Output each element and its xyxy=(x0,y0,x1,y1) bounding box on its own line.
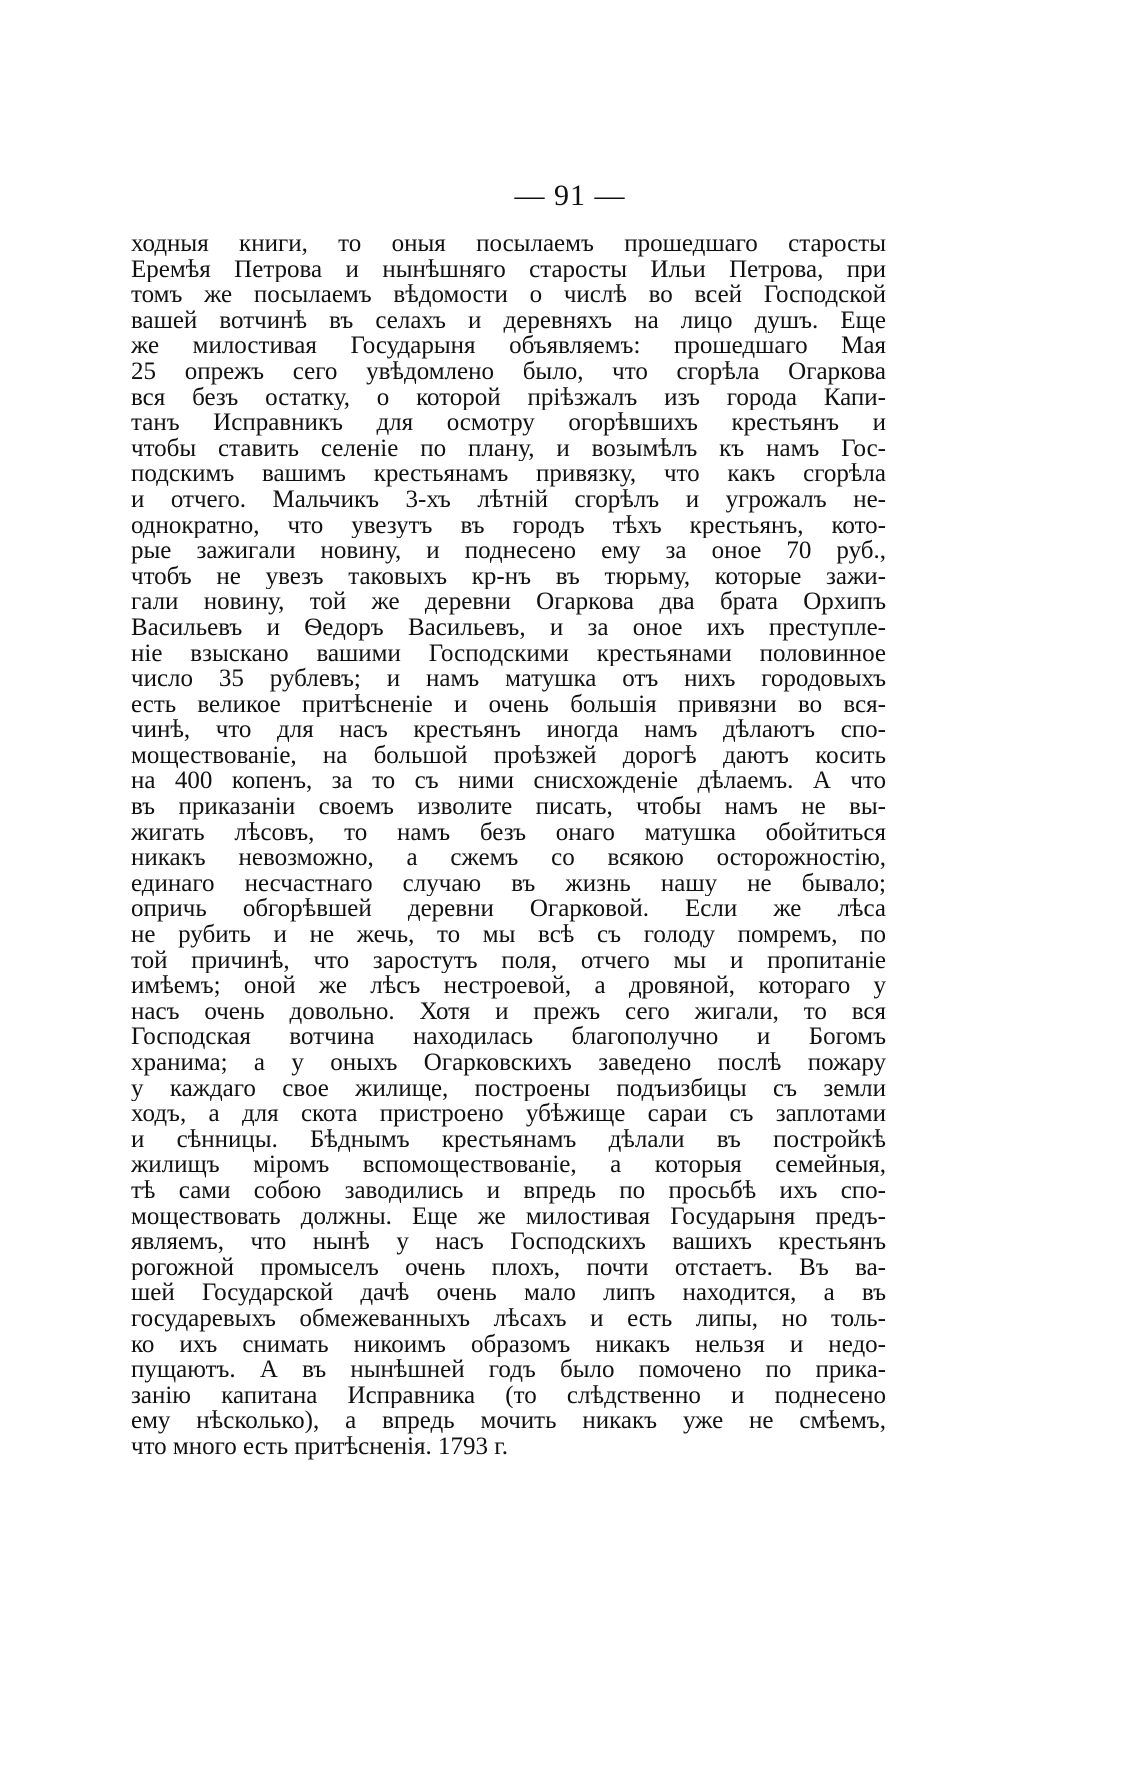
text-line: однократно, что увезутъ въ городъ тѣхъ крестьянъ, кото- xyxy=(131,512,886,539)
text-line: и сѣнницы. Бѣднымъ крестьянамъ дѣлали въ постройкѣ xyxy=(131,1126,886,1153)
text-line: танъ Исправникъ для осмотру огорѣвшихъ крестьянъ и xyxy=(131,410,886,436)
text-line: что много есть притѣсненiя. 1793 г. xyxy=(131,1433,508,1460)
text-line: единаго несчастнаго случаю въ жизнь нашу не бывало; xyxy=(131,870,886,897)
text-line: опричь обгорѣвшей деревни Огарковой. Если же лѣса xyxy=(131,896,886,923)
text-line: рогожной промыселъ очень плохъ, почти отстаетъ. Въ ва- xyxy=(131,1254,886,1281)
body-text xyxy=(131,231,886,1460)
text-line: чтобы ставить селенiе по плану, и возымѣлъ къ намъ Гос- xyxy=(131,435,886,462)
text-line: ходъ, а для скота пристроено убѣжище сараи съ заплотами xyxy=(131,1101,886,1127)
text-line: моществованiе, на большой проѣзжей дорогѣ даютъ косить xyxy=(131,742,886,769)
text-line: число 35 рублевъ; и намъ матушка отъ нихъ городовыхъ xyxy=(131,666,886,692)
text-line: жигать лѣсовъ, то намъ безъ онаго матушка обойтиться xyxy=(131,819,886,846)
text-line: вашей вотчинѣ въ селахъ и деревняхъ на лицо душъ. Еще xyxy=(131,307,886,334)
text-line: вся безъ остатку, о которой прiѣзжалъ изъ города Капи- xyxy=(131,384,886,411)
text-line: томъ же посылаемъ вѣдомости о числѣ во всей Господской xyxy=(131,282,886,308)
page-number: — 91 — xyxy=(514,179,626,212)
text-line: тѣ сами собою заводились и впредь по просьбѣ ихъ спо- xyxy=(131,1177,886,1204)
text-line: подскимъ вашимъ крестьянамъ привязку, что какъ сгорѣла xyxy=(131,461,886,487)
text-line: жилищъ мiромъ вспомоществованiе, а которыя семейныя, xyxy=(131,1152,886,1178)
text-line: имѣемъ; оной же лѣсъ нестроевой, а дровяной, котораго у xyxy=(131,973,886,999)
text-line: шей Государской дачѣ очень мало липъ находится, а въ xyxy=(131,1280,886,1306)
text-line: 25 опрежъ сего увѣдомлено было, что сгорѣла Огаркова xyxy=(131,358,886,385)
text-line: Васильевъ и Ѳедоръ Васильевъ, и за оное ихъ преступле- xyxy=(131,614,886,641)
text-line: ходныя книги, то оныя посылаемъ прошедшаго старосты xyxy=(131,231,886,257)
text-line: чинѣ, что для насъ крестьянъ иногда намъ дѣлаютъ спо- xyxy=(131,717,886,743)
text-line: моществовать должны. Еще же милостивая Государыня предъ- xyxy=(131,1203,886,1230)
text-line: же милостивая Государыня объявляемъ: прошедшаго Мая xyxy=(131,333,886,359)
text-line: чтобъ не увезъ таковыхъ кр-нъ въ тюрьму, которые зажи- xyxy=(131,563,886,590)
text-line: и отчего. Мальчикъ 3-хъ лѣтнiй сгорѣлъ и угрожалъ не- xyxy=(131,486,886,513)
text-line: насъ очень довольно. Хотя и прежъ сего жигали, то вся xyxy=(131,998,886,1025)
text-line: рые зажигали новину, и поднесено ему за оное 70 руб., xyxy=(131,538,886,564)
text-line: есть великое притѣсненiе и очень большiя привязни во вся- xyxy=(131,691,886,718)
text-line: не рубить и не жечь, то мы всѣ съ голоду помремъ, по xyxy=(131,922,886,948)
text-line: той причинѣ, что заростутъ поля, отчего мы и пропитанiе xyxy=(131,947,886,974)
text-line: хранима; а у оныхъ Огарковскихъ заведено послѣ пожару xyxy=(131,1050,886,1076)
text-line: государевыхъ обмежеванныхъ лѣсахъ и есть липы, но толь- xyxy=(131,1305,886,1332)
text-line: Еремѣя Петрова и нынѣшняго старосты Ильи Петрова, при xyxy=(131,256,886,283)
text-line: у каждаго свое жилище, построены подъизбицы съ земли xyxy=(131,1075,886,1102)
text-line: являемъ, что нынѣ у насъ Господскихъ вашихъ крестьянъ xyxy=(131,1229,886,1255)
text-line: ему нѣсколько), а впредь мочить никакъ уже не смѣемъ, xyxy=(131,1408,886,1434)
text-line: занiю капитана Исправника (то слѣдственно и поднесено xyxy=(131,1382,886,1409)
text-line: Господская вотчина находилась благополучно и Богомъ xyxy=(131,1024,886,1050)
text-line: никакъ невозможно, а сжемъ со всякою осторожностiю, xyxy=(131,845,886,871)
text-line: пущаютъ. А въ нынѣшней годъ было помочено по прика- xyxy=(131,1357,886,1383)
text-line: ко ихъ снимать никоимъ образомъ никакъ нельзя и недо- xyxy=(131,1331,886,1358)
text-line: на 400 копенъ, за то съ ними снисхожденiе дѣлаемъ. А что xyxy=(131,768,886,795)
text-line: нiе взыскано вашими Господскими крестьянами половинное xyxy=(131,640,886,667)
text-line: гали новину, той же деревни Огаркова два брата Орхипъ xyxy=(131,589,886,615)
text-line: въ приказанiи своемъ изволите писать, чтобы намъ не вы- xyxy=(131,794,886,820)
